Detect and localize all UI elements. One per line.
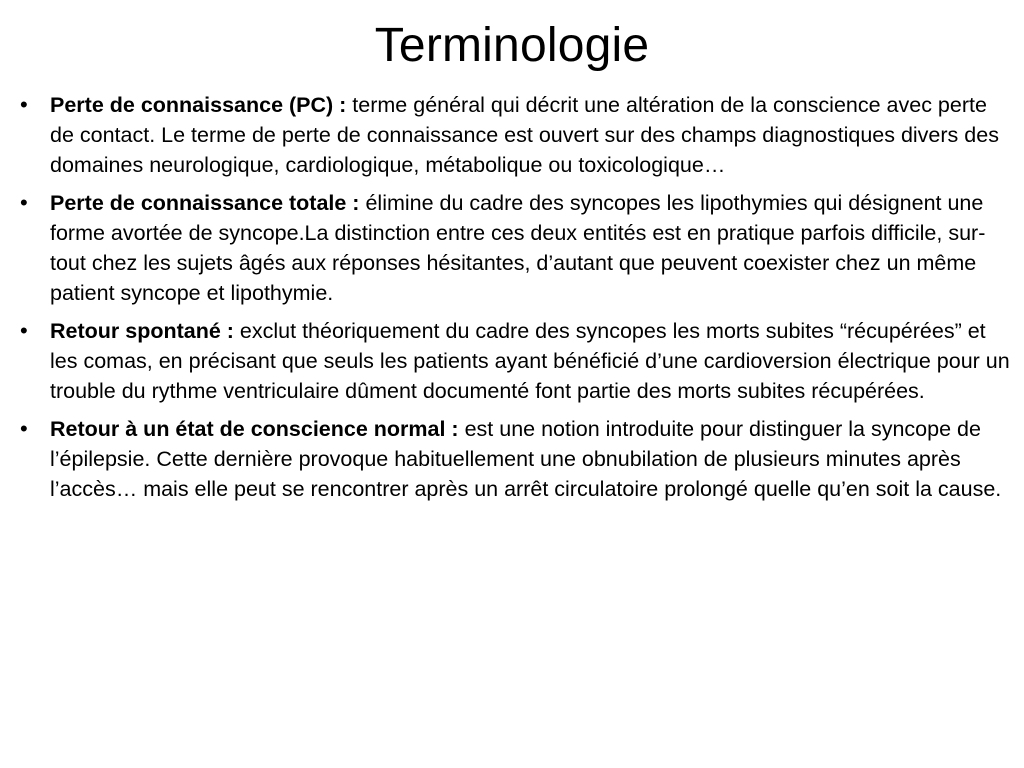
bullet-text: élimine du cadre des syncopes les lipothymies qui désignent une forme avortée de syncope.La distinction entre ces deux entités est en pratique parfois difficile, sur-tout chez les sujets âgés aux réponses hésitantes, d’autant que peuvent coexister chez un même patient syncope et lipothymie. bbox=[50, 191, 986, 305]
bullet-term: Perte de connaissance (PC) : bbox=[50, 93, 347, 117]
bullet-item-retour-spontane bbox=[20, 316, 1016, 406]
bullet-item-retour-etat-normal bbox=[20, 414, 1016, 504]
bullet-text: exclut théoriquement du cadre des syncopes les morts subites “récupérées” et les comas, en précisant que seuls les patients ayant bénéficié d’une cardioversion électrique pour un trouble du rythme ventriculaire dûment documenté font partie des morts subites récupérées. bbox=[50, 319, 1010, 403]
bullet-term: Retour spontané : bbox=[50, 319, 234, 343]
bullet-text: terme général qui décrit une altération de la conscience avec perte de contact. Le terme de perte de connaissance est ouvert sur des champs diagnostiques divers des domaines neurologique, cardiologique, métabolique ou toxicologique… bbox=[50, 93, 999, 177]
bullet-term: Retour à un état de conscience normal : bbox=[50, 417, 459, 441]
slide-title: Terminologie bbox=[374, 19, 650, 72]
bullet-list bbox=[20, 90, 1016, 512]
bullet-term: Perte de connaissance totale : bbox=[50, 191, 360, 215]
bullet-icon: • bbox=[20, 190, 28, 215]
bullet-item-perte-de-connaissance bbox=[20, 90, 1016, 180]
bullet-icon: • bbox=[20, 318, 28, 343]
bullet-item-perte-de-connaissance-totale bbox=[20, 188, 1016, 308]
bullet-icon: • bbox=[20, 416, 28, 441]
bullet-text: est une notion introduite pour distinguer la syncope de l’épilepsie. Cette dernière provoque habituellement une obnubilation de plusieurs minutes après l’accès… mais elle peut se rencontrer après un arrêt circulatoire prolongé quelle qu’en soit la cause. bbox=[50, 417, 1002, 501]
bullet-icon: • bbox=[20, 92, 28, 117]
